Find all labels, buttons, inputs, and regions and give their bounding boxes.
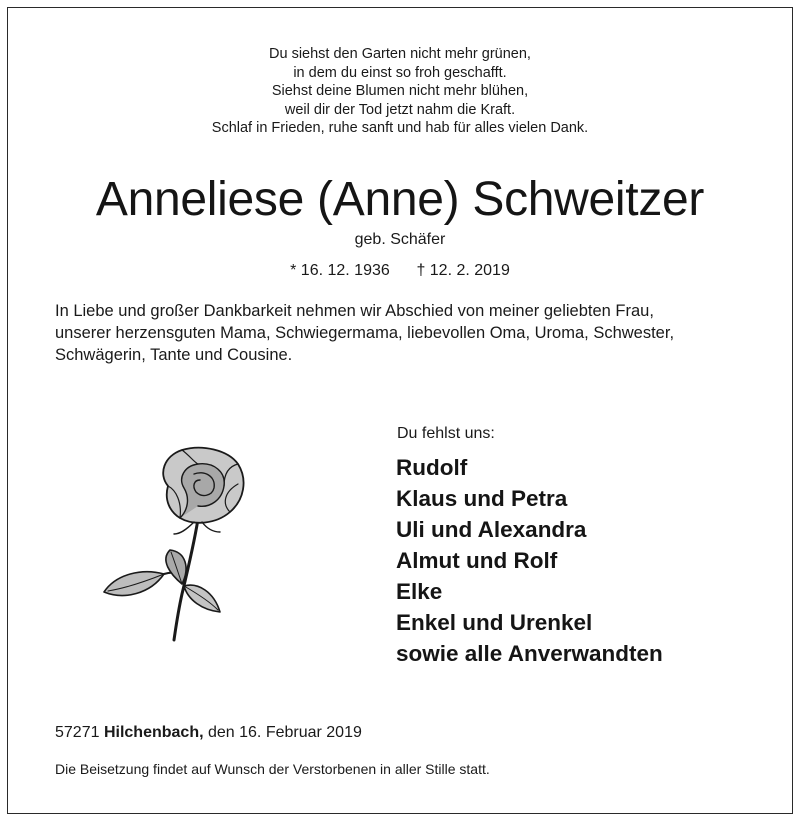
mourner-name: Almut und Rolf [396,548,558,573]
farewell-line: unserer herzensguten Mama, Schwiegermama, liebevollen Oma, Uroma, Schwester, [55,324,675,342]
mourner-name: Elke [396,579,443,604]
mourner-name: Rudolf [396,455,468,480]
deceased-name: Anneliese (Anne) Schweitzer [95,173,705,226]
life-dates: * 16. 12. 1936 † 12. 2. 2019 [290,262,510,279]
poem [0,45,800,138]
farewell-line: Schwägerin, Tante und Cousine. [55,346,293,364]
poem-line: Schlaf in Frieden, ruhe sanft und hab für alles vielen Dank. [211,120,589,136]
mourner-name: Enkel und Urenkel [396,610,593,635]
poem-line: weil dir der Tod jetzt nahm die Kraft. [284,101,516,118]
birth-name: geb. Schäfer [354,231,446,248]
mourners-heading: Du fehlst uns: [397,425,495,442]
mourner-name: sowie alle Anverwandten [396,641,663,666]
farewell-line: In Liebe und großer Dankbarkeit nehmen wir Abschied von meiner geliebten Frau, [55,302,654,320]
notice-date: den 16. Februar 2019 [207,724,362,741]
rose-icon [98,444,258,644]
poem-line: in dem du einst so froh geschafft. [293,64,507,81]
mourners-list [396,452,663,669]
poem-line: Siehst deine Blumen nicht mehr blühen, [271,83,529,99]
mourner-name: Uli und Alexandra [396,517,587,542]
place-and-date [55,723,362,743]
farewell-text [55,300,755,366]
burial-note: Die Beisetzung findet auf Wunsch der Verstorbenen in aller Stille statt. [55,761,490,777]
postcode: 57271 [55,724,100,741]
mourner-name: Klaus und Petra [396,486,568,511]
city: Hilchenbach, [103,724,204,741]
poem-line: Du siehst den Garten nicht mehr grünen, [269,46,531,62]
